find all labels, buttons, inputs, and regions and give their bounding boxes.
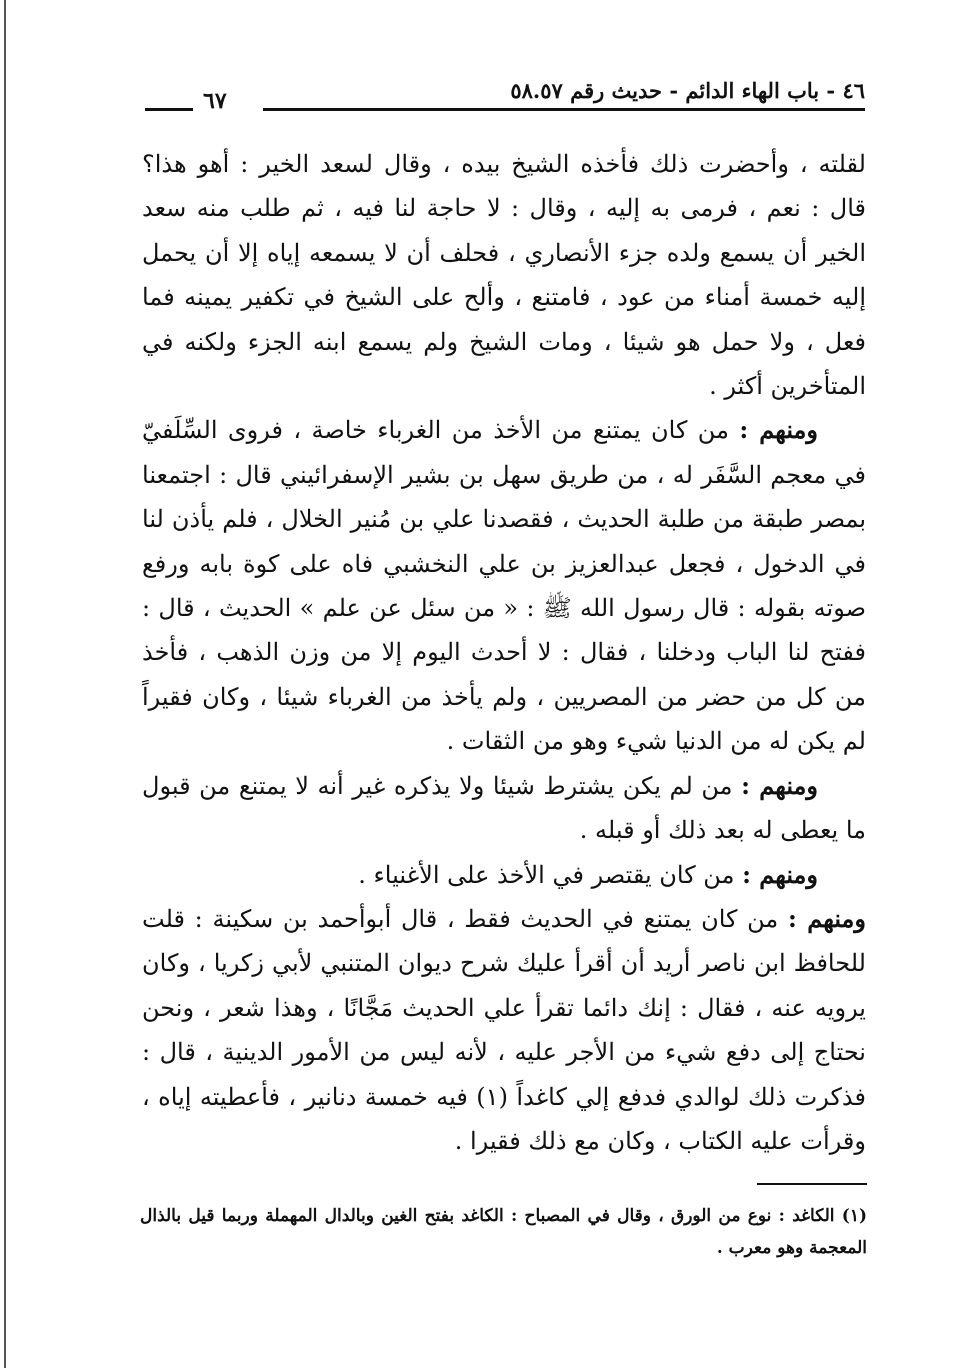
paragraph-lead: ومنهم : (788, 903, 867, 933)
paragraph (142, 142, 866, 408)
footnote (140, 1200, 867, 1264)
page-number: ٦٧ (203, 88, 227, 114)
paragraph-text: من كان يقتصر في الأخذ على الأغنياء . (358, 860, 743, 889)
paragraph-lead: ومنهم : (739, 415, 819, 445)
paragraph-text: من لم يكن يشترط شيئا ولا يذكره غير أنه لا يمتنع من قبول ما يعطى له بعد ذلك أو قبله . (142, 771, 866, 845)
footnote-separator (757, 1183, 867, 1185)
header-rule-long (263, 108, 865, 111)
paragraph-text: من كان يمتنع من الأخذ من الغرباء خاصة ، فروى السِّلَفيّ في معجم السَّفَر له ، من طريق سهل بن بشير الإسفرائيني قال : اجتمعنا بمصر طبقة من طلبة الحديث ، فقصدنا علي بن مُنير الخلال ، فلم يأذن لنا في الدخول ، فجعل عبدالعزيز بن علي النخشبي فاه على كوة بابه ورفع صوته بقوله : قال رسول الله ﷺ : « من سئل عن علم » الحديث ، قال : ففتح لنا الباب ودخلنا ، فقال : لا أحدث اليوم إلا من وزن الذهب ، فأخذ من كل من حضر من المصريين ، ولم يأخذ من الغرباء شيئا ، وكان فقيراً لم يكن له من الدنيا شيء وهو من الثقات . (142, 416, 866, 756)
paragraph-lead: ومنهم : (742, 859, 818, 889)
main-text (142, 142, 866, 1163)
paragraph (142, 897, 866, 1163)
scan-edge-line (4, 0, 6, 1368)
paragraph (142, 408, 866, 763)
paragraph (142, 853, 866, 897)
paragraph-text: لقلته ، وأحضرت ذلك فأخذه الشيخ بيده ، وقال لسعد الخير : أهو هذا؟ قال : نعم ، فرمى به إليه ، وقال : لا حاجة لنا فيه ، ثم طلب منه سعد الخير أن يسمع ولده جزء الأنصاري ، فحلف أن لا يسمعه إياه إلا أن يحمل إليه خمسة أمناء من عود ، فامتنع ، وألح على الشيخ في تكفير يمينه فما فعل ، ولا حمل هو شيئا ، ومات الشيخ ولم يسمع ابنه الجزء ولكنه في المتأخرين أكثر . (142, 150, 867, 401)
paragraph (142, 764, 866, 853)
paragraph-lead: ومنهم : (741, 770, 819, 800)
page-header (145, 78, 865, 118)
header-rule-short (145, 108, 193, 111)
footnote-text: (١) الكاغد : نوع من الورق ، وقال في المصباح : الكاغد بفتح الغين وبالدال المهملة وربما قيل بالذال المعجمة وهو معرب . (140, 1206, 867, 1258)
paragraph-text: من كان يمتنع في الحديث فقط ، قال أبوأحمد بن سكينة : قلت للحافظ ابن ناصر أريد أن أقرأ عليك شرح ديوان المتنبي لأبي زكريا ، وكان يرويه عنه ، فقال : إنك دائما تقرأ علي الحديث مَجَّانًا ، وهذا شعر ، ونحن نحتاج إلى دفع شيء من الأجر عليه ، لأنه ليس من الأمور الدينية ، قال : فذكرت ذلك لوالدي فدفع إلي كاغداً (١) فيه خمسة دنانير ، فأعطيته إياه ، وقرأت عليه الكتاب ، وكان مع ذلك فقيرا . (142, 904, 866, 1155)
running-head: ٤٦ - باب الهاء الدائم - حديث رقم ٥٨.٥٧ (510, 78, 865, 103)
